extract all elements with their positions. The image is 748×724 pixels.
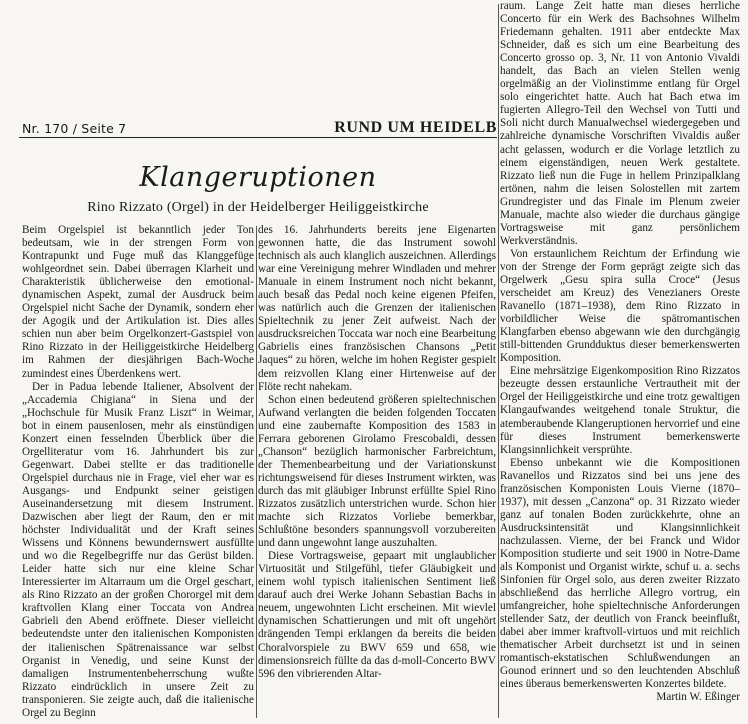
paragraph: Diese Vortragsweise, gepaart mit unglaublicher Virtuosität und Stilgefühl, tiefer Gläubigkeit und einem wohl typisch italienischen Sentiment ließ darauf auch drei Werke Johann Sebastian Bachs in neuem, ungewohnten Licht erscheinen. Mit wievlel dynamischen Schattierungen und mit oft ungehört drängenden Tempi erklangen da bereits die beiden Choralvorspiele zu BWV 659 und 658, wie dimensionsreich füllte da das d-moll-Concerto BWV 596 den vibrierenden Altar- (258, 550, 496, 680)
paragraph: Beim Orgelspiel ist bekanntlich jeder Ton bedeutsam, wie in der strengen Form von Kontrapunkt und Fuge muß das Klanggefüge wohlgeordnet sein. Dabei überragen Klarheit und Charakteristik üblicherweise den emotional-dynamischen Aspekt, zumal der Ausdruck beim Orgelspiel nicht Sache der Dynamik, sondern eher der Agogik und der Artikulation ist. Dies alles schien nun aber beim Orgelkonzert-Gastspiel von Rino Rizzato in der Heiliggeistkirche Heidelberg im Rahmen der diesjährigen Bach-Woche zumindest eines Überdenkens wert. (22, 224, 254, 380)
article-headline: Klangeruptionen (139, 162, 377, 193)
article-column-2 (258, 224, 496, 720)
article-column-1 (22, 224, 254, 720)
paragraph: Schon einen bedeutend größeren spieltechnischen Aufwand verlangten die beiden folgenden Toccaten und eine zaubernafte Komposition des 1583 in Ferrara geborenen Girolamo Frescobaldi, dessen „Chanson“ bezüglich harmonischer Farbreichtum, der Themenbearbeitung und der Variationskunst richtungsweisend für dieses Instrument wirkten, was durch das mit gläubiger Inbrunst erfüllte Spiel Rino Rizzatos zusätzlich unterstrichen wurde. Schon hier machte sich Rizzatos Vorliebe bemerkbar, Schlußtöne besonders spannungsvoll vorzubereiten und dann ungewohnt lange auszuhalten. (258, 393, 496, 550)
column-divider (256, 226, 257, 718)
paragraph: Eine mehrsätzige Eigenkomposition Rino Rizzatos bezeugte dessen erstaunliche Vertrautheit mit der Orgel der Heiliggeistkirche und eine trotz gewaltigen Klangaufwandes weitgehend tonale Struktur, die atemberaubende Klangeruptionen hervorrief und eine für dieses Instrument bemerkenswerte Klangsinnlichkeit versprühte. (500, 365, 740, 456)
paragraph: Von erstaunlichem Reichtum der Erfindung wie von der Strenge der Form geprägt zeigte sich das Orgelwerk „Gesu spira sulla Croce“ (Jesus verscheidet am Kreuz) des Venezianers Oreste Ravanello (1871–1938), dem Rino Rizzato in vorbildlicher Weise die spätromantischen Klangfarben ebenso abgewann wie den durchgängig still-bittenden Grundduktus dieser bemerkenswerten Komposition. (500, 247, 740, 365)
article-subheadline: Rino Rizzato (Orgel) in der Heidelberger Heiliggeistkirche (87, 200, 429, 215)
article-column-3 (500, 0, 740, 720)
page-header (19, 117, 497, 138)
paragraph: raum. Lange Zeit hatte man dieses herrliche Concerto für ein Werk des Bachsohnes Wilhelm Friedemann gehalten. 1911 aber entdeckte Max Schneider, daß es sich um eine Bearbeitung des Concerto grosso op. 3, Nr. 11 von Antonio Vivaldi handelt, das Bach an vielen Stellen wenig orgelmäßig an der Violinstimme entlang für Orgel solo eingerichtet hatte. Auch hat Bach etwa im fugierten Allegro-Teil den Wechsel von Tutti und Soli nicht durch Manualwechsel wiedergegeben und zahlreiche dynamische Vorschriften Vivaldis außer acht gelassen, wodurch er die Vorlage letztlich zu einem eigenständigen, neuen Werk gestaltete. Rizzato ließ nun die Fuge in hellem Prinzipalklang ertönen, nahm die leisen Solostellen mit zartem Grundregister und das Finale im Plenum zweier Manuale, machte also wieder die durchaus gängige Vortragsweise mit ganz persönlichem Werkverständnis. (500, 0, 740, 247)
section-title: RUND UM HEIDELB (334, 119, 497, 136)
issue-page-number: Nr. 170 / Seite 7 (22, 121, 127, 136)
paragraph: Der in Padua lebende Italiener, Absolvent der „Accademia Chigiana“ in Siena und der „Hochschule für Musik Franz Liszt“ in Weimar, bot in einem pausenlosen, mehr als einstündigen Konzert einen fesselnden Überblick über die Orgelliteratur vom 16. Jahrhundert bis zur Gegenwart. Dabei stellte er das traditionelle Orgelspiel durchaus nie in Frage, viel eher war es Ausgangs- und Endpunkt seiner geistigen Auseinandersetzung mit diesem Instrument. Dazwischen aber liegt der Raum, den er mit höchster Individualität und der Kraft seines Wissens und Könnens bewundernswert ausfüllte und wo die Regelbegriffe nur das Gerüst bilden. Leider hatte sich nur eine kleine Schar Interessierter im Altarraum um die Orgel geschart, als Rino Rizzato an der großen Chororgel mit dem kraftvollen Klang einer Toccata von Andrea Gabrieli den Abend eröffnete. Dieser vielleicht bedeutendste unter den italienischen Komponisten der italienischen Spätrenaissance war selbst Organist in Venedig, und seine Kunst der damaligen Instrumentenbeherrschung wußte Rizzato eindrücklich in unsere Zeit zu transponieren. Sie zeigte auch, daß die italienische Orgel zu Beginn (22, 380, 254, 719)
paragraph: des 16. Jahrhunderts bereits jene Eigenarten gewonnen hatte, die das Instrument sowohl technisch als auch klanglich auszeichnen. Allerdings war eine Vereinigung mehrer Windladen und mehrer Manuale in einem Instrument noch nicht bekannt, auch besaß das Pedal noch keine eigenen Pfeifen, was natürlich auch die Grenzen der italienischen Spieltechnik zu jener Zeit aufweist. Nach der ausdrucksreichen Toccata war noch eine Bearbeitung Gabrielis eines französischen Chansons „Petit Jaques“ zu hören, welche im hohen Register gespielt dem reizvollen Klang einer Hirtenweise auf der Flöte recht nahekam. (258, 224, 496, 393)
paragraph: Ebenso unbekannt wie die Kompositionen Ravanellos und Rizzatos sind bei uns jene des französischen Komponisten Louis Vierne (1870–1937), mit dessen „Canzona“ op. 31 Rizzato wieder ganz auf tonalen Boden zurückkehrte, ohne an Ausdrucksintensität und Klangsinnlichkeit nachzulassen. Vierne, der bei Franck und Widor Komposition studierte und seit 1900 in Notre-Dame als Komponist und Organist wirkte, schuf u. a. sechs Sinfonien für Orgel solo, aus deren zweiter Rizzato abschließend das herrliche Allegro vortrug, ein umfangreicher, hohe spieltechnische Anforderungen stellender Satz, der deutlich von Franck beeinflußt, dabei aber immer kraftvoll-virtuos und mit reichlich thematischer Arbeit durchsetzt ist und in seinen romantisch-ekstatischen Schlußwendungen an Gounod erinnert und so den leuchtenden Abschluß eines überaus bemerkenswerten Konzertes bildete. (500, 456, 740, 691)
author-byline: Martin W. Eßinger (656, 691, 740, 704)
column-divider (498, 4, 499, 718)
